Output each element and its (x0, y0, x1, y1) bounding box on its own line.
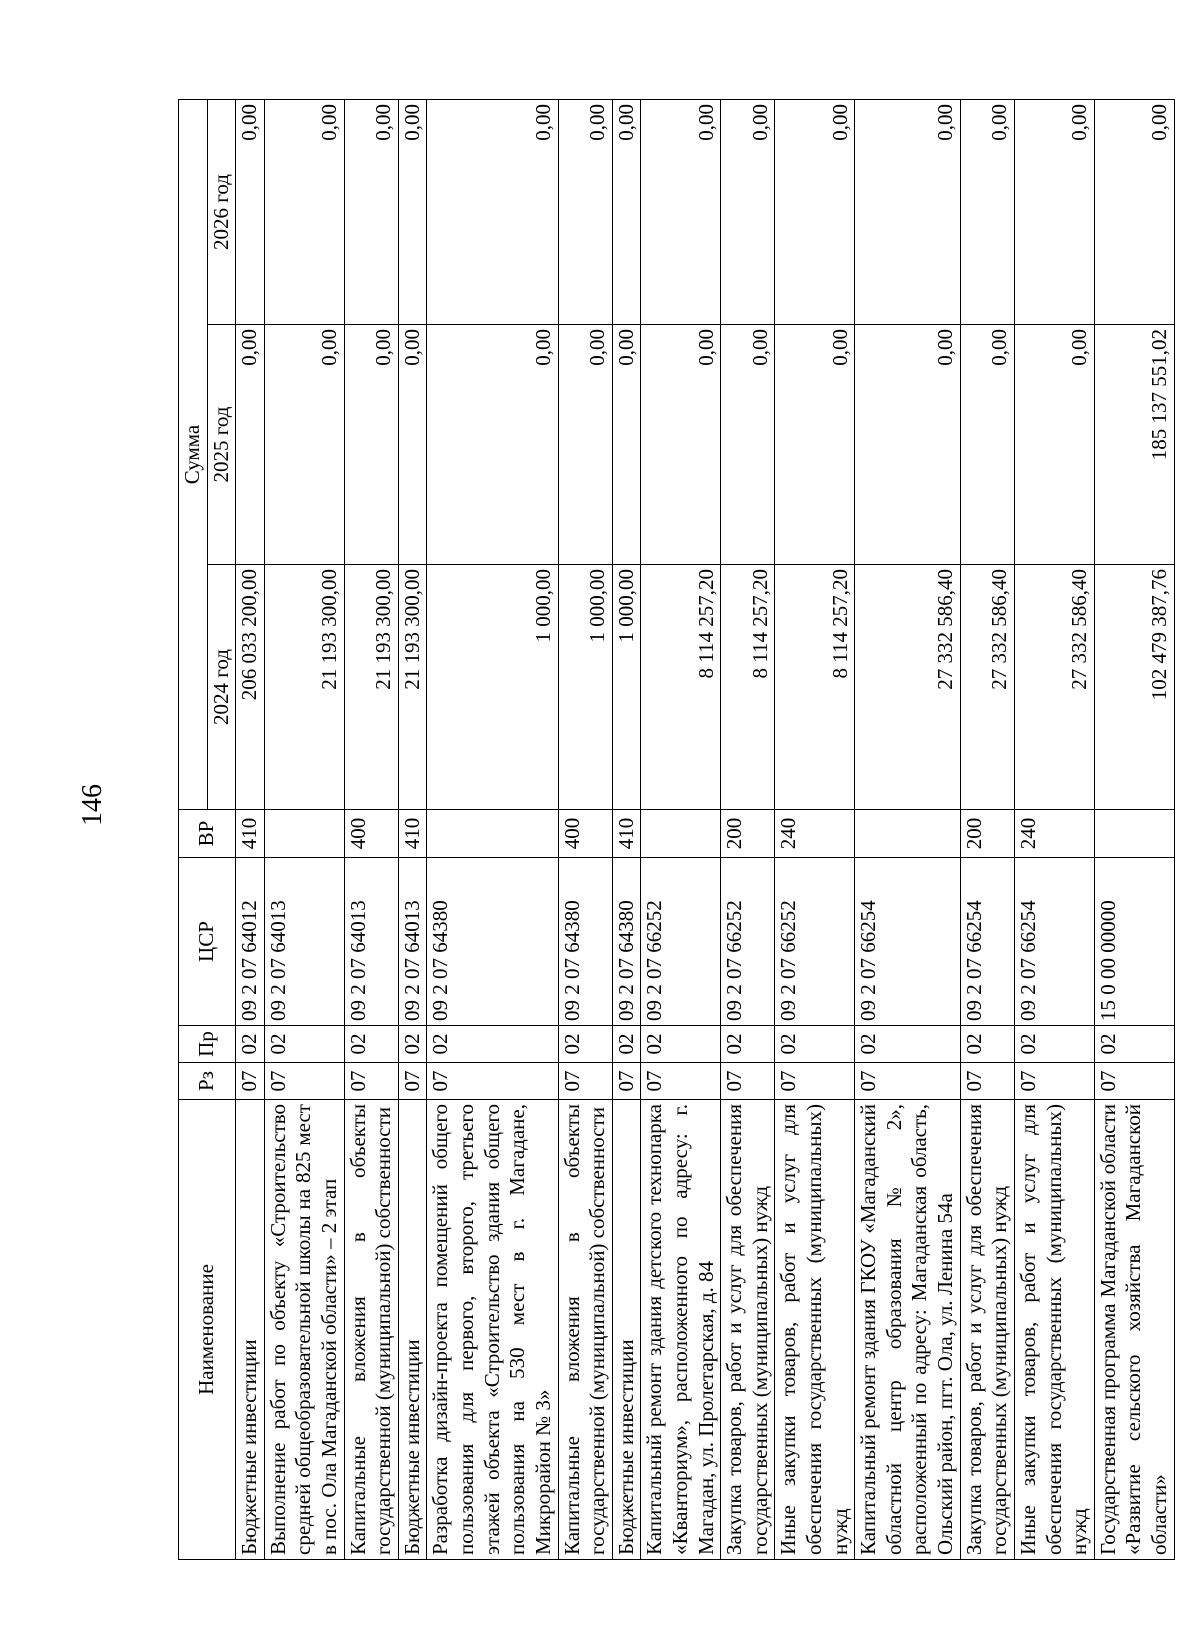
cell-csr: 09 2 07 64013 (344, 858, 398, 1026)
cell-pr: 02 (1014, 1026, 1094, 1063)
table-body (236, 99, 1174, 1559)
cell-pr: 02 (721, 1026, 775, 1063)
cell-csr: 09 2 07 64013 (398, 858, 427, 1026)
cell-rz: 07 (344, 1063, 398, 1100)
cell-csr: 09 2 07 64012 (236, 858, 265, 1026)
cell-vr (264, 810, 344, 858)
cell-2026: 0,00 (721, 99, 775, 324)
cell-2026: 0,00 (264, 99, 344, 324)
cell-name: Разработка дизайн-проекта помещений общего пользования для первого, второго, третьего этажей объекта «Строительство здания общего пользования на 530 мест в г. Магадане, Микрорайон № 3» (427, 1100, 558, 1560)
cell-rz: 07 (264, 1063, 344, 1100)
cell-rz: 07 (1094, 1063, 1174, 1100)
cell-pr: 02 (855, 1026, 960, 1063)
cell-2024: 27 332 586,40 (855, 565, 960, 810)
cell-2024: 8 114 257,20 (775, 565, 855, 810)
header-pr: Пр (179, 1026, 236, 1063)
cell-name: Закупка товаров, работ и услуг для обеспечения государственных (муниципальных) нужд (721, 1100, 775, 1560)
budget-table (178, 99, 1175, 1560)
cell-2024: 27 332 586,40 (1014, 565, 1094, 810)
cell-2025: 185 137 551,02 (1094, 325, 1174, 565)
cell-vr (855, 810, 960, 858)
cell-pr: 02 (236, 1026, 265, 1063)
cell-2026: 0,00 (344, 99, 398, 324)
cell-pr: 02 (1094, 1026, 1174, 1063)
cell-name: Капитальные вложения в объекты государственной (муниципальной) собственности (558, 1100, 612, 1560)
table-row (855, 99, 960, 1559)
cell-rz: 07 (427, 1063, 558, 1100)
cell-rz: 07 (641, 1063, 721, 1100)
cell-2025: 0,00 (264, 325, 344, 565)
cell-2025: 0,00 (236, 325, 265, 565)
cell-2025: 0,00 (960, 325, 1014, 565)
cell-2024: 1 000,00 (612, 565, 641, 810)
cell-2026: 0,00 (775, 99, 855, 324)
table-row (960, 99, 1014, 1559)
cell-2025: 0,00 (641, 325, 721, 565)
cell-vr: 410 (398, 810, 427, 858)
cell-2025: 0,00 (558, 325, 612, 565)
cell-name: Государственная программа Магаданской области «Развитие сельского хозяйства Магаданской области» (1094, 1100, 1174, 1560)
cell-csr: 09 2 07 66254 (855, 858, 960, 1026)
cell-vr: 200 (960, 810, 1014, 858)
table-row (427, 99, 558, 1559)
cell-pr: 02 (264, 1026, 344, 1063)
cell-name: Капитальные вложения в объекты государственной (муниципальной) собственности (344, 1100, 398, 1560)
cell-vr (427, 810, 558, 858)
cell-2024: 1 000,00 (427, 565, 558, 810)
cell-pr: 02 (427, 1026, 558, 1063)
cell-csr: 15 0 00 00000 (1094, 858, 1174, 1026)
table-row (264, 99, 344, 1559)
cell-pr: 02 (960, 1026, 1014, 1063)
cell-2026: 0,00 (558, 99, 612, 324)
cell-2025: 0,00 (612, 325, 641, 565)
cell-name: Иные закупки товаров, работ и услуг для обеспечения государственных (муниципальных) нужд (1014, 1100, 1094, 1560)
cell-2025: 0,00 (344, 325, 398, 565)
table-row (612, 99, 641, 1559)
cell-2024: 21 193 300,00 (264, 565, 344, 810)
cell-csr: 09 2 07 64380 (558, 858, 612, 1026)
cell-rz: 07 (1014, 1063, 1094, 1100)
cell-csr: 09 2 07 64013 (264, 858, 344, 1026)
cell-name: Иные закупки товаров, работ и услуг для обеспечения государственных (муниципальных) нужд (775, 1100, 855, 1560)
table-row (344, 99, 398, 1559)
cell-csr: 09 2 07 66254 (1014, 858, 1094, 1026)
cell-2024: 102 479 387,76 (1094, 565, 1174, 810)
cell-pr: 02 (641, 1026, 721, 1063)
cell-pr: 02 (775, 1026, 855, 1063)
cell-2026: 0,00 (398, 99, 427, 324)
cell-name: Капитальный ремонт здания детского технопарка «Кванториум», расположенного по адресу: г. Магадан, ул. Пролетарская, д. 84 (641, 1100, 721, 1560)
header-name: Наименование (179, 1100, 236, 1560)
cell-name: Капитальный ремонт здания ГКОУ «Магаданский областной центр образования № 2», расположенный по адресу: Магаданская область, Ольский район, пгт. Ола, ул. Ленина 54а (855, 1100, 960, 1560)
cell-rz: 07 (855, 1063, 960, 1100)
cell-vr: 240 (1014, 810, 1094, 858)
cell-2025: 0,00 (855, 325, 960, 565)
table-row (1094, 99, 1174, 1559)
cell-2024: 21 193 300,00 (398, 565, 427, 810)
cell-csr: 09 2 07 66252 (775, 858, 855, 1026)
cell-2024: 27 332 586,40 (960, 565, 1014, 810)
cell-2026: 0,00 (427, 99, 558, 324)
table-row (641, 99, 721, 1559)
cell-name: Выполнение работ по объекту «Строительство средней общеобразовательной школы на 825 мест в пос. Ола Магаданской области» – 2 этап (264, 1100, 344, 1560)
cell-name: Бюджетные инвестиции (612, 1100, 641, 1560)
cell-vr: 410 (612, 810, 641, 858)
table-row (1014, 99, 1094, 1559)
cell-name: Бюджетные инвестиции (398, 1100, 427, 1560)
cell-vr (641, 810, 721, 858)
cell-2026: 0,00 (1014, 99, 1094, 324)
table-row (398, 99, 427, 1559)
header-2024: 2024 год (207, 565, 236, 810)
cell-2024: 21 193 300,00 (344, 565, 398, 810)
cell-rz: 07 (236, 1063, 265, 1100)
cell-2026: 0,00 (236, 99, 265, 324)
table-row (236, 99, 265, 1559)
header-rz: Рз (179, 1063, 236, 1100)
cell-2024: 8 114 257,20 (721, 565, 775, 810)
header-sum: Сумма (179, 99, 208, 809)
cell-csr: 09 2 07 66252 (721, 858, 775, 1026)
cell-2026: 0,00 (641, 99, 721, 324)
cell-2026: 0,00 (1094, 99, 1174, 324)
cell-2024: 1 000,00 (558, 565, 612, 810)
cell-2026: 0,00 (855, 99, 960, 324)
cell-csr: 09 2 07 66252 (641, 858, 721, 1026)
rotated-table-wrapper (178, 100, 1171, 1560)
cell-2025: 0,00 (721, 325, 775, 565)
cell-csr: 09 2 07 64380 (612, 858, 641, 1026)
cell-vr (1094, 810, 1174, 858)
cell-vr: 240 (775, 810, 855, 858)
cell-pr: 02 (612, 1026, 641, 1063)
cell-2026: 0,00 (612, 99, 641, 324)
cell-pr: 02 (398, 1026, 427, 1063)
header-2026: 2026 год (207, 99, 236, 324)
cell-rz: 07 (612, 1063, 641, 1100)
cell-rz: 07 (398, 1063, 427, 1100)
cell-rz: 07 (721, 1063, 775, 1100)
cell-csr: 09 2 07 64380 (427, 858, 558, 1026)
table-row (775, 99, 855, 1559)
cell-vr: 400 (558, 810, 612, 858)
cell-csr: 09 2 07 66254 (960, 858, 1014, 1026)
header-vr: ВР (179, 810, 236, 858)
cell-2024: 206 033 200,00 (236, 565, 265, 810)
table-row (721, 99, 775, 1559)
cell-name: Бюджетные инвестиции (236, 1100, 265, 1560)
cell-rz: 07 (775, 1063, 855, 1100)
cell-rz: 07 (960, 1063, 1014, 1100)
cell-vr: 200 (721, 810, 775, 858)
header-csr: ЦСР (179, 858, 236, 1026)
header-row-1 (179, 99, 208, 1559)
cell-vr: 410 (236, 810, 265, 858)
cell-2025: 0,00 (1014, 325, 1094, 565)
page-number: 146 (77, 784, 108, 826)
header-2025: 2025 год (207, 325, 236, 565)
cell-pr: 02 (344, 1026, 398, 1063)
cell-2024: 8 114 257,20 (641, 565, 721, 810)
cell-name: Закупка товаров, работ и услуг для обеспечения государственных (муниципальных) нужд (960, 1100, 1014, 1560)
table-row (558, 99, 612, 1559)
cell-2025: 0,00 (398, 325, 427, 565)
cell-2026: 0,00 (960, 99, 1014, 324)
cell-2025: 0,00 (775, 325, 855, 565)
cell-2025: 0,00 (427, 325, 558, 565)
cell-pr: 02 (558, 1026, 612, 1063)
cell-vr: 400 (344, 810, 398, 858)
cell-rz: 07 (558, 1063, 612, 1100)
